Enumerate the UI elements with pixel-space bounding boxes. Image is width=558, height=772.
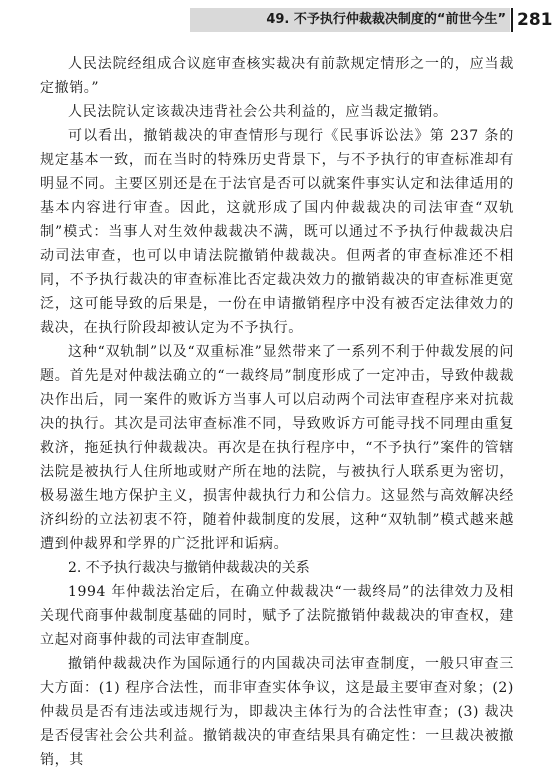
section-heading: 2. 不予执行裁决与撤销仲裁裁决的关系 [68,560,310,576]
paragraph: 可以看出，撤销裁决的审查情形与现行《民事诉讼法》第 237 条的规定基本一致，而在当时的特殊历史背景下，与不予执行的审查标准却有明显不同。主要区别还是在于法官是否可以就案件事实认定和法律适用的基本内容进行审查。因此，这就形成了国内仲裁裁决的司法审查“双轨制”模式：当事人对生效仲裁裁决不满，既可以通过不予执行仲裁裁决启动司法审查，也可以申请法院撤销仲裁裁决。但两者的审查标准还不相同，不予执行裁决的审查标准比否定裁决效力的撤销裁决的审查标准更宽泛，这可能导致的后果是，一份在申请撤销程序中没有被否定法律效力的裁决，在执行阶段却被认定为不予执行。 [40,128,514,336]
paragraph: 撤销仲裁裁决作为国际通行的内国裁决司法审查制度，一般只审查三大方面：(1) 程序合法性，而非审查实体争议，这是最主要审查对象；(2) 仲裁员是否有违法或违规行为，即裁决主体行为的合法性审查；(3) 裁决是否侵害社会公共利益。撤销裁决的审查结果具有确定性：一旦裁决被撤销，其 [40,656,514,768]
running-header-title: 49. 不予执行仲裁裁决制度的“前世今生” [266,12,506,27]
page-number: 281 [517,10,553,30]
page-body [40,52,514,772]
paragraph: 这种“双轨制”以及“双重标准”显然带来了一系列不利于仲裁发展的问题。首先是对仲裁法确立的“一裁终局”制度形成了一定冲击，导致仲裁裁决作出后，同一案件的败诉方当事人可以启动两个司法审查程序来对抗裁决的执行。其次是司法审查标准不同，导致败诉方可能寻找不同理由重复救济，拖延执行仲裁裁决。再次是在执行程序中，“不予执行”案件的管辖法院是被执行人住所地或财产所在地的法院，与被执行人联系更为密切，极易滋生地方保护主义，损害仲裁执行力和公信力。这显然与高效解决经济纠纷的立法初衷不符，随着仲裁制度的发展，这种“双轨制”模式越来越遭到仲裁界和学界的广泛批评和诟病。 [40,344,514,552]
paragraph: 人民法院认定该裁决违背社会公共利益的，应当裁定撤销。 [68,104,448,120]
paragraph: 1994 年仲裁法治定后，在确立仲裁裁决“一裁终局”的法律效力及相关现代商事仲裁制度基础的同时，赋予了法院撤销仲裁裁决的审查权，建立起对商事仲裁的司法审查制度。 [40,584,514,648]
running-header [0,8,558,32]
paragraph: 人民法院经组成合议庭审查核实裁决有前款规定情形之一的，应当裁定撤销。” [40,56,514,96]
header-divider [511,8,513,32]
